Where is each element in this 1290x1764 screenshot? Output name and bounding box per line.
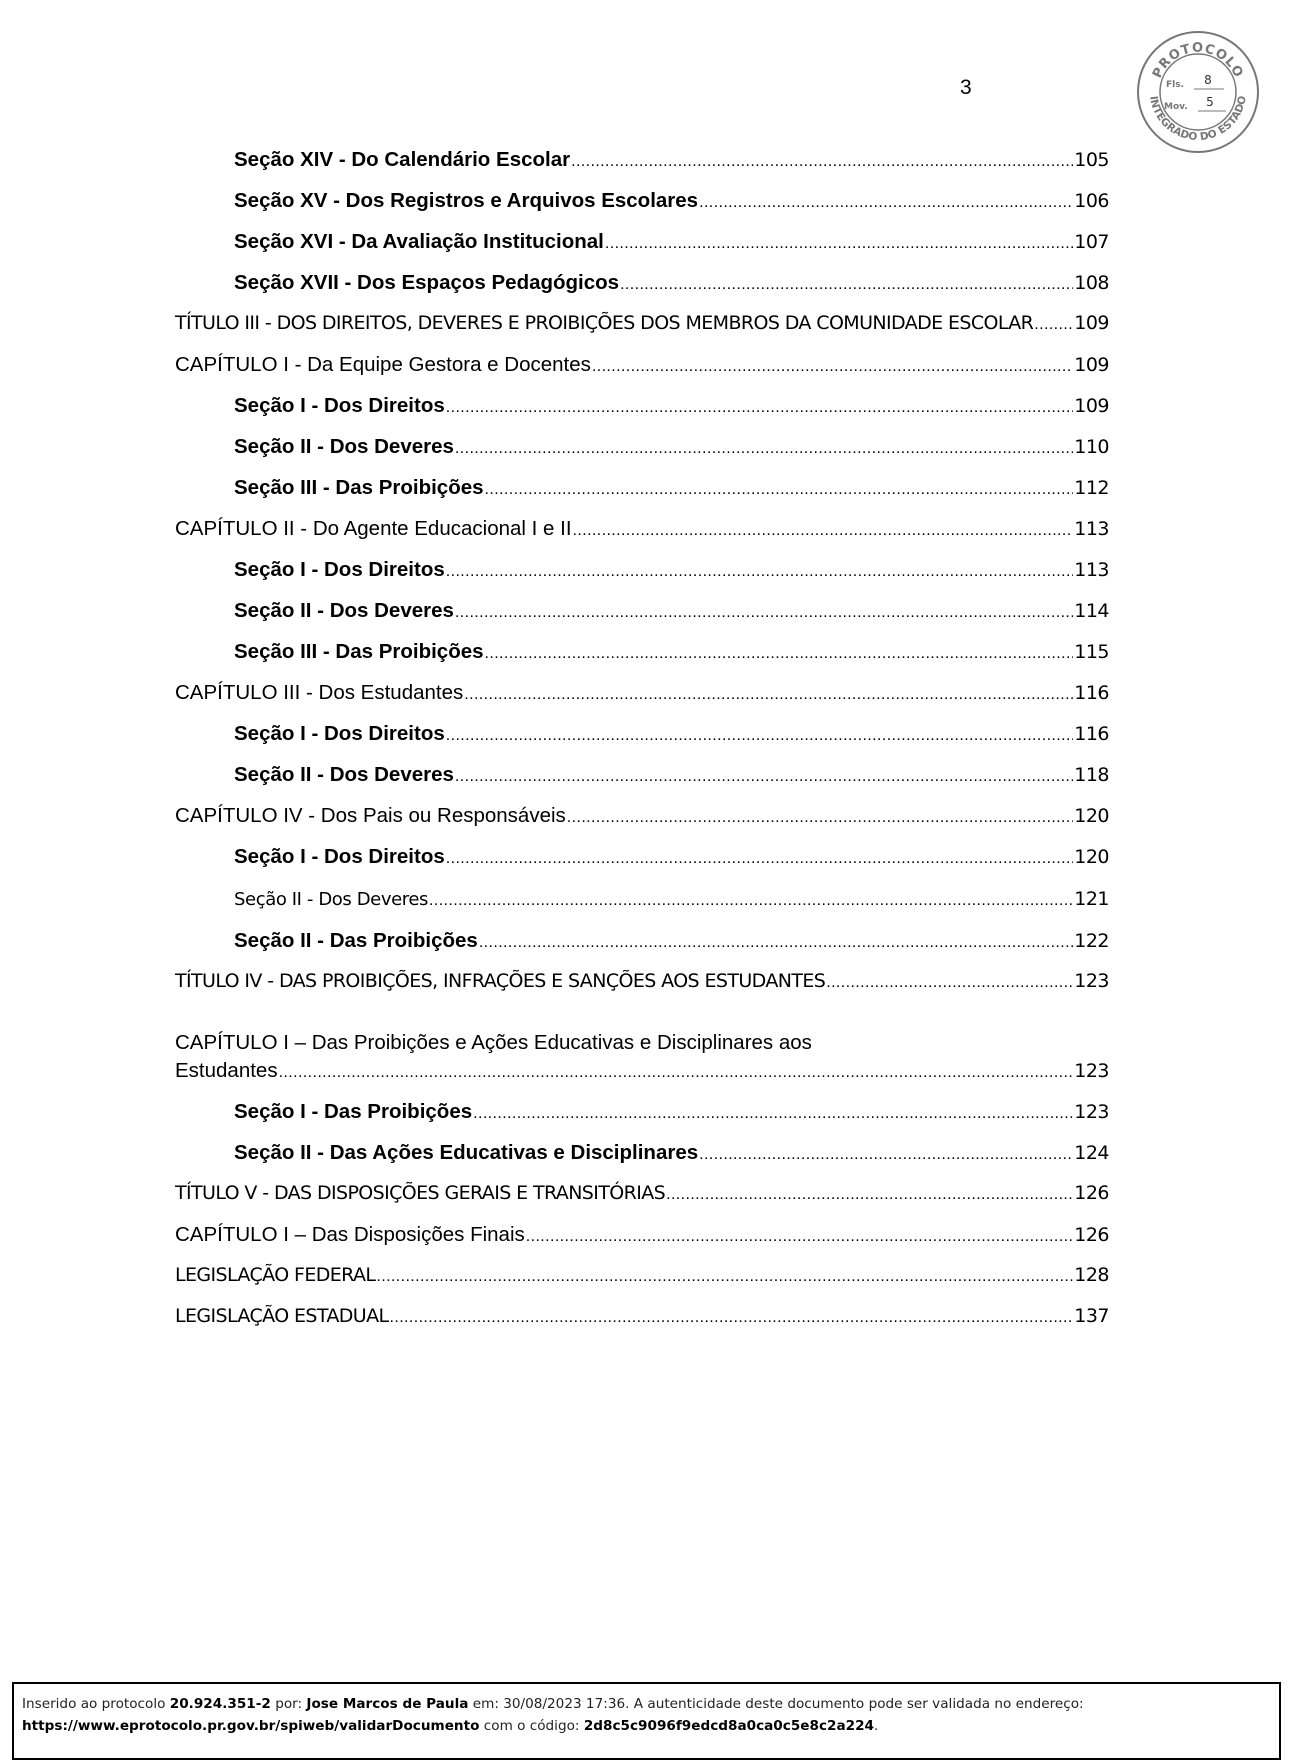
toc-entry[interactable]	[175, 312, 1109, 334]
footer-authentication	[12, 1682, 1281, 1760]
toc-entry-page: 113	[1074, 559, 1109, 581]
toc-entry-title: Seção III - Das Proibições	[234, 640, 484, 663]
toc-dot-leader	[592, 358, 1073, 376]
toc-entry[interactable]	[175, 804, 1109, 828]
toc-dot-leader	[620, 276, 1073, 294]
toc-dot-leader	[479, 934, 1073, 952]
toc-entry-page: 137	[1074, 1305, 1109, 1327]
toc-entry-title: CAPÍTULO II - Do Agente Educacional I e II	[175, 517, 572, 540]
toc-entry-page: 123	[1074, 1060, 1109, 1082]
toc-dot-leader	[605, 235, 1073, 253]
footer-author: Jose Marcos de Paula	[306, 1696, 469, 1712]
toc-entry-title: CAPÍTULO IV - Dos Pais ou Responsáveis	[175, 804, 566, 827]
stamp-mov-label: Mov.	[1164, 102, 1188, 112]
toc-entry-title: Seção II - Dos Deveres	[234, 889, 429, 910]
toc-dot-leader	[571, 153, 1073, 171]
toc-entry-title: CAPÍTULO I – Das Disposições Finais	[175, 1223, 525, 1246]
footer-code: 2d8c5c9096f9edcd8a0ca0c5e8c2a224	[583, 1718, 875, 1734]
footer-url[interactable]: https://www.eprotocolo.pr.gov.br/spiweb/validarDocumento	[22, 1718, 480, 1734]
toc-entry-page: 115	[1074, 641, 1109, 663]
toc-dot-leader	[279, 1064, 1074, 1082]
toc-entry[interactable]	[234, 558, 1109, 582]
toc-entry-page: 110	[1074, 436, 1109, 458]
toc-entry-title: Seção I - Das Proibições	[234, 1100, 473, 1123]
toc-entry-page: 114	[1074, 600, 1109, 622]
toc-entry-page: 105	[1074, 149, 1109, 171]
toc-entry-page: 122	[1074, 930, 1109, 952]
toc-entry-page: 126	[1074, 1224, 1109, 1246]
toc-entry[interactable]	[234, 1141, 1109, 1165]
toc-entry-title: Seção II - Dos Deveres	[234, 599, 454, 622]
toc-entry-page: 116	[1074, 723, 1109, 745]
toc-dot-leader	[446, 563, 1073, 581]
toc-dot-leader	[446, 399, 1073, 417]
toc-entry[interactable]	[234, 640, 1109, 664]
toc-entry-title: Seção II - Dos Deveres	[234, 435, 454, 458]
toc-dot-leader	[446, 727, 1073, 745]
toc-entry[interactable]	[234, 148, 1109, 172]
toc-entry-page: 113	[1074, 518, 1109, 540]
toc-entry-page: 112	[1074, 477, 1109, 499]
toc-dot-leader	[573, 522, 1074, 540]
toc-entry-title: LEGISLAÇÃO ESTADUAL	[175, 1305, 389, 1327]
toc-entry[interactable]	[175, 1059, 1109, 1083]
toc-entry[interactable]	[175, 1223, 1109, 1247]
stamp-fls-value: 8	[1204, 73, 1212, 87]
toc-entry-title: Seção I - Dos Direitos	[234, 558, 445, 581]
footer-prefix: Inserido ao protocolo	[22, 1696, 170, 1712]
toc-entry-title: Seção I - Dos Direitos	[234, 845, 445, 868]
toc-entry-page: 126	[1074, 1182, 1109, 1204]
footer-protocol: 20.924.351-2	[169, 1696, 271, 1712]
toc-dot-leader	[826, 974, 1073, 992]
footer-code-label: com o código:	[479, 1718, 584, 1734]
toc-entry-page: 123	[1074, 1101, 1109, 1123]
toc-entry-page: 109	[1074, 395, 1109, 417]
toc-dot-leader	[446, 850, 1073, 868]
toc-entry-page: 124	[1074, 1142, 1109, 1164]
toc-entry[interactable]	[175, 681, 1109, 705]
toc-entry-title: CAPÍTULO I - Da Equipe Gestora e Docentes	[175, 353, 591, 376]
toc-dot-leader	[699, 1146, 1073, 1164]
toc-entry[interactable]	[234, 435, 1109, 459]
toc-entry[interactable]	[234, 476, 1109, 500]
toc-dot-leader	[1034, 316, 1073, 334]
toc-entry[interactable]	[175, 353, 1109, 377]
toc-entry-page: 128	[1074, 1264, 1109, 1286]
footer-line-1	[22, 1693, 1271, 1715]
stamp-top-text: PROTOCOLO	[1149, 40, 1247, 81]
toc-entry[interactable]	[234, 845, 1109, 869]
toc-entry[interactable]	[175, 1305, 1109, 1327]
toc-dot-leader	[464, 686, 1073, 704]
toc-entry[interactable]	[234, 763, 1109, 787]
toc-entry-title: Seção XV - Dos Registros e Arquivos Escolares	[234, 189, 699, 212]
toc-entry-title: Seção II - Das Proibições	[234, 929, 478, 952]
toc-entry-title: Seção III - Das Proibições	[234, 476, 484, 499]
toc-entry-page: 120	[1074, 846, 1109, 868]
toc-dot-leader	[455, 768, 1073, 786]
toc-entry-title: LEGISLAÇÃO FEDERAL	[175, 1264, 376, 1286]
toc-entry-title: TÍTULO III - DOS DIREITOS, DEVERES E PROIBIÇÕES DOS MEMBROS DA COMUNIDADE ESCOLAR	[175, 312, 1034, 334]
toc-entry-title: CAPÍTULO III - Dos Estudantes	[175, 681, 464, 704]
toc-dot-leader	[455, 604, 1073, 622]
toc-entry-wrap-line: CAPÍTULO I – Das Proibições e Ações Educativas e Disciplinares aos	[175, 1031, 812, 1054]
toc-entry-page: 123	[1074, 970, 1109, 992]
toc-dot-leader	[485, 645, 1074, 663]
toc-entry[interactable]	[234, 722, 1109, 746]
svg-text:INTEGRADO DO ESTADO	[1147, 95, 1249, 143]
toc-entry[interactable]	[234, 599, 1109, 623]
page-number: 3	[960, 76, 972, 99]
footer-end: .	[874, 1718, 879, 1734]
footer-date: em: 30/08/2023 17:36. A autenticidade deste documento pode ser validada no endereço:	[468, 1696, 1084, 1712]
toc-entry-page: 116	[1074, 682, 1109, 704]
toc-dot-leader	[455, 440, 1073, 458]
toc-entry-title: Seção I - Dos Direitos	[234, 394, 445, 417]
toc-entry-title: Seção II - Das Ações Educativas e Disciplinares	[234, 1141, 699, 1164]
toc-entry[interactable]	[234, 929, 1109, 953]
toc-dot-leader	[429, 892, 1073, 910]
toc-dot-leader	[390, 1309, 1074, 1327]
toc-entry-title: Seção XVI - Da Avaliação Institucional	[234, 230, 604, 253]
toc-entry-page: 108	[1074, 272, 1109, 294]
toc-entry[interactable]	[234, 394, 1109, 418]
toc-entry-title: TÍTULO IV - DAS PROIBIÇÕES, INFRAÇÕES E SANÇÕES AOS ESTUDANTES	[175, 970, 826, 992]
toc-entry-title: Seção II - Dos Deveres	[234, 763, 454, 786]
toc-entry-page: 120	[1074, 805, 1109, 827]
toc-entry-title: Seção I - Dos Direitos	[234, 722, 445, 745]
toc-entry-page: 121	[1074, 888, 1109, 910]
toc-entry-title: Seção XVII - Dos Espaços Pedagógicos	[234, 271, 620, 294]
toc-entry[interactable]	[175, 970, 1109, 992]
toc-entry-page: 106	[1074, 190, 1109, 212]
stamp-bottom-text: INTEGRADO DO ESTADO	[1147, 94, 1249, 144]
toc-entry[interactable]	[234, 189, 1109, 213]
toc-entry[interactable]	[234, 230, 1109, 254]
toc-entry-page: 118	[1074, 764, 1109, 786]
footer-by-label: por:	[270, 1696, 307, 1712]
footer-line-2	[22, 1715, 1271, 1737]
toc-entry-title: Estudantes	[175, 1059, 278, 1082]
toc-entry[interactable]	[175, 1264, 1109, 1286]
toc-dot-leader	[567, 809, 1073, 827]
toc-entry-page: 109	[1074, 354, 1109, 376]
protocol-stamp	[1136, 30, 1260, 154]
toc-dot-leader	[485, 481, 1074, 499]
toc-dot-leader	[473, 1105, 1073, 1123]
toc-entry-title: TÍTULO V - DAS DISPOSIÇÕES GERAIS E TRANSITÓRIAS	[175, 1182, 666, 1204]
toc-entry-page: 109	[1074, 312, 1109, 334]
toc-entry[interactable]	[234, 271, 1109, 295]
toc-entry-title: Seção XIV - Do Calendário Escolar	[234, 148, 571, 171]
stamp-mov-value: 5	[1206, 95, 1214, 109]
toc-entry[interactable]	[175, 1182, 1109, 1204]
toc-entry[interactable]	[234, 1100, 1109, 1124]
toc-dot-leader	[699, 194, 1073, 212]
stamp-fls-label: Fls.	[1166, 80, 1185, 90]
toc-dot-leader	[666, 1186, 1073, 1204]
toc-dot-leader	[376, 1268, 1073, 1286]
svg-text:PROTOCOLO	[1150, 41, 1246, 81]
toc-entry-page: 107	[1074, 231, 1109, 253]
toc-dot-leader	[526, 1228, 1073, 1246]
toc-entry[interactable]	[175, 517, 1109, 541]
toc-entry[interactable]	[234, 888, 1109, 910]
